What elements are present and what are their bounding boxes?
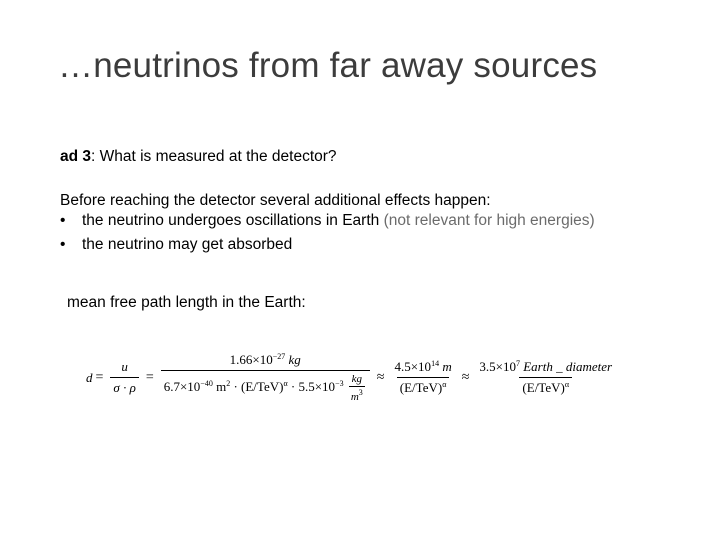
f3-num-exp: 14 [431, 359, 440, 368]
mean-free-path-formula [86, 352, 619, 403]
den-a-unit-exp: 2 [226, 378, 231, 388]
f4-den: (E/TeV) [522, 380, 565, 395]
bullet-marker: • [60, 236, 66, 253]
bullet-item [60, 236, 292, 254]
bullet-item [60, 212, 595, 230]
frac-den: σ · ρ [113, 380, 136, 395]
bullet-text: the neutrino undergoes oscillations in Earth [82, 212, 380, 229]
f4-num-exp: 7 [515, 359, 520, 368]
ad-text: : What is measured at the detector? [91, 148, 337, 165]
den-a-exp: −40 [200, 378, 213, 388]
density-fraction [349, 373, 365, 403]
ad-label: ad 3 [60, 148, 92, 165]
bullet-marker: • [60, 212, 66, 229]
bullet-note: (not relevant for high energies) [379, 212, 595, 229]
formula-lhs: d [86, 369, 93, 385]
f4-num-coef: 3.5×10 [479, 359, 516, 374]
slide-title: …neutrinos from far away sources [58, 46, 598, 85]
f3-num-unit: m [442, 359, 452, 374]
frac-num-unit: kg [288, 352, 301, 367]
fraction-meters [391, 359, 454, 396]
mean-free-path-label: mean free path length in the Earth: [67, 294, 306, 311]
frac-num-exp: −27 [272, 352, 286, 361]
density-num: kg [351, 373, 362, 385]
den-c-coef: · 5.5×10 [290, 378, 336, 394]
bullet-text: the neutrino may get absorbed [82, 236, 293, 253]
f3-num-coef: 4.5×10 [394, 359, 432, 374]
fraction-u-over-sigma-rho [110, 359, 138, 396]
frac-num: u [121, 359, 128, 374]
density-den: m [350, 391, 359, 403]
den-a-unit: m [216, 378, 227, 394]
den-b: · (E/TeV) [233, 378, 284, 394]
formula-equals: = [145, 369, 154, 385]
f4-den-exp: α [564, 380, 570, 389]
fraction-earth-diameter [476, 359, 615, 396]
formula-approx: ≈ [461, 369, 470, 385]
density-den-exp: 3 [358, 388, 363, 397]
den-b-exp: α [283, 378, 288, 388]
f4-num-unit: Earth _ diameter [523, 359, 613, 374]
fraction-mass-over-cross-section [161, 352, 370, 403]
formula-equals: = [95, 369, 104, 385]
question-line [60, 148, 337, 166]
den-c-exp: −3 [335, 378, 344, 388]
den-a-coef: 6.7×10 [163, 378, 201, 394]
f3-den: (E/TeV) [399, 380, 443, 395]
formula-approx: ≈ [376, 369, 385, 385]
f3-den-exp: α [442, 380, 447, 389]
frac-num-coef: 1.66×10 [229, 352, 273, 367]
intro-text: Before reaching the detector several additional effects happen: [60, 192, 491, 209]
